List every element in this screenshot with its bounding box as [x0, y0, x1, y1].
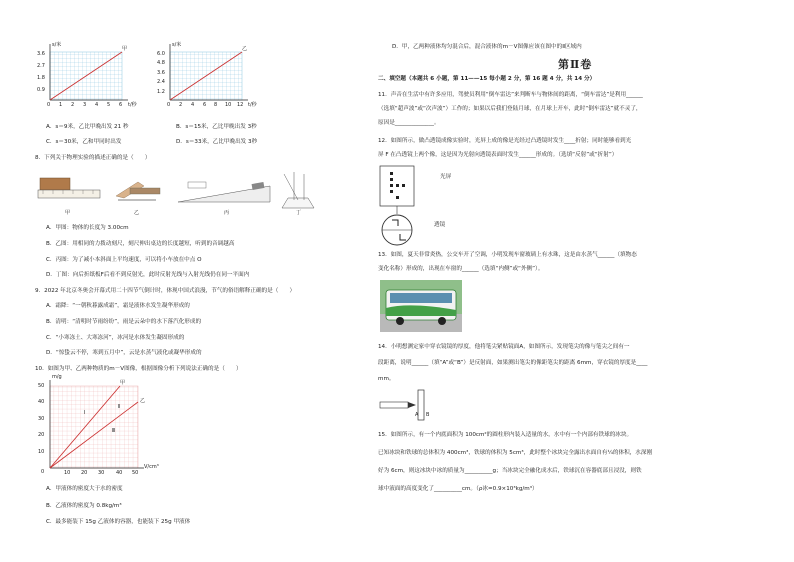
q10-ytick: 40 [38, 399, 45, 405]
graph-jia-xlabel: t/秒 [128, 102, 137, 108]
q9-option-d: D．“惊蛰云不停，寒到五月中”，云是水蒸气液化或凝华形成的 [46, 350, 202, 356]
q11-line: 原因是______________。 [378, 120, 440, 126]
graph-yi-xtick: 12 [237, 102, 244, 108]
q10-ytick: 20 [38, 432, 45, 438]
q10-region: Ⅱ [118, 404, 121, 410]
graph-jia-xtick: 6 [119, 102, 123, 108]
graph-jia-xtick: 4 [95, 102, 99, 108]
graph-jia-ytick: 2.7 [37, 63, 45, 69]
graph-jia-ytick: 3.6 [37, 51, 45, 57]
q10-xtick: 10 [64, 470, 71, 476]
graph-jia-ylabel: s/米 [52, 42, 62, 48]
q10-xlabel: V/cm³ [144, 464, 159, 470]
q11-line: 11．声音在生活中有许多应用，驾驶员利用“倒车雷达”来判断车与物体间的距离，“倒车雷达”是利用______ [378, 92, 643, 98]
graph-jia [30, 42, 140, 112]
q7-option-b: B．s＝15米，乙比甲晚出发 3秒 [176, 124, 257, 130]
graph-yi-xtick: 2 [179, 102, 183, 108]
graph-jia-xtick: 5 [107, 102, 111, 108]
graph-jia-ytick: 1.8 [37, 75, 45, 81]
graph-jia-xtick: 1 [59, 102, 63, 108]
q8-fig-label: 丙 [224, 210, 230, 216]
q14-figure [378, 388, 438, 422]
bus-photo [380, 280, 462, 332]
q8-option-c: C．丙图：为了减小本斜面上平均速度，可以将小车放在中点 O [46, 257, 202, 263]
q10-stem: 10．如图为甲、乙两种物质的m－V图像，根据图像分析下列说法正确的是（ ） [35, 366, 242, 372]
q10-xtick: 50 [132, 470, 139, 476]
q13-line: 13．如图，夏天非常炎热，公交车开了空调，小明发现车窗玻璃上有水珠，这是由水蒸气______（填物态 [378, 252, 637, 258]
graph-jia-xtick: 3 [83, 102, 87, 108]
q8-fig-label: 乙 [134, 210, 140, 216]
q10-graph-svg [36, 378, 156, 478]
q8-figures-svg [38, 168, 318, 218]
section-heading: 二、填空题（本题共 6 小题，第 11——15 每小题 2 分，第 16 题 4 分，共 14 分） [378, 76, 596, 82]
q12-figure [378, 164, 458, 246]
q9-option-c: C．“小寒冻土、大寒冻河”，冰河是水体发生凝固形成的 [46, 335, 185, 341]
q8-figures [38, 168, 318, 218]
q10-line-yi: 乙 [140, 398, 146, 404]
graph-yi-ytick: 6.0 [157, 51, 165, 57]
q10-region: Ⅲ [112, 428, 116, 434]
q11-line: （选填“超声波”或“次声波”）工作的；如果以后我们登陆月球，在月球上开车，此时“倒车雷达”就不灵了， [378, 106, 642, 112]
q10-ylabel: m/g [52, 374, 62, 380]
graph-jia-name: 甲 [122, 46, 128, 52]
q7-option-c: C．s＝30米，乙和甲同时出发 [46, 139, 122, 145]
q10-ytick: 10 [38, 449, 45, 455]
q12-line: 屏 F 在凸透镜上两个像，这是因为光射向透镜表面时发生______形成的。（选填“反射”或“折射”） [378, 152, 618, 158]
bus-photo-svg [380, 280, 462, 332]
graph-yi [150, 42, 260, 112]
q7-option-a: A．s＝9米，乙比甲晚出发 21 秒 [46, 124, 129, 130]
q10-xtick: 20 [81, 470, 88, 476]
q10-xtick: 40 [116, 470, 123, 476]
q10-option-d: D．甲，乙两种液体均匀混合后，混合液体的m－V图像应该在图中的Ⅱ区域内 [392, 44, 582, 50]
graph-jia-ytick: 0.9 [37, 87, 45, 93]
graph-jia-xtick: 0 [47, 102, 51, 108]
q14-line: 14．小明想测定家中穿衣镜镜的厚度，他将笔尖紧贴镜面A，如图所示，发现笔尖的像与笔尖之间有一 [378, 344, 630, 350]
q10-graph [36, 374, 159, 478]
q9-option-a: A．霜降：“一朝秋暮露成霜”，霜是液体水发生凝华形成的 [46, 303, 190, 309]
q14-label-a: A [415, 412, 419, 418]
q8-fig-label: 丁 [296, 210, 302, 216]
graph-yi-xtick: 10 [225, 102, 232, 108]
graph-yi-xlabel: t/秒 [248, 102, 257, 108]
q8-option-d: D．丁图：向后折纸板F后看不到反射光，此时反射光线与入射光线仍在同一平面内 [46, 272, 250, 278]
q12-lens-label: 透镜 [434, 222, 446, 228]
q8-option-a: A．甲图：物体的长度为 3.00cm [46, 225, 129, 231]
graph-yi-xtick: 8 [214, 102, 218, 108]
q12-line: 12．如图所示，做凸透镜成像实验时，光屏上成的像是光经过凸透镜时发生____折射；同时能够看到光 [378, 138, 632, 144]
q8-stem: 8．下列关于物理实验的描述正确的是（ ） [35, 155, 151, 161]
q8-option-b: B．乙图：用相同的力拨动刻尺，刻尺伸出桌边的长度越短，听到的音调越高 [46, 241, 235, 247]
q10-region: Ⅰ [84, 410, 86, 416]
q10-option-a: A．甲液体的密度大于水的密度 [46, 486, 123, 492]
graph-yi-ytick: 2.4 [157, 79, 165, 85]
graph-yi-ytick: 3.6 [157, 70, 165, 76]
q9-option-b: B．清明：“清明时节雨纷纷”，雨是云朵中的水下落汽化形成的 [46, 319, 202, 325]
graph-jia-xtick: 2 [71, 102, 75, 108]
q9-stem: 9．2022 年北京冬奥会开幕式用二十四节气倒计时，体现中国式浪漫，节气的俗语解释正确的是（ ） [35, 288, 296, 294]
graph-yi-xtick: 0 [167, 102, 171, 108]
q15-line: 15．如图所示，有一个内底面积为 100cm²的圆柱形内装入适量的水，水中有一个内部有铁球的冰块。 [378, 432, 633, 438]
q10-ytick: 50 [38, 383, 45, 389]
q10-xtick: 30 [98, 470, 105, 476]
q10-option-b: B．乙液体的密度为 0.8kg/m³ [46, 503, 122, 509]
graph-yi-ytick: 4.8 [157, 60, 165, 66]
q12-screen-label: 光屏 [440, 174, 452, 180]
q10-ytick: 0 [41, 469, 45, 475]
graph-yi-xtick: 6 [203, 102, 207, 108]
q14-line: mm。 [378, 376, 395, 382]
q10-option-c: C．最多能装下 15g 乙液体的容器，也能装下 25g 甲液体 [46, 519, 191, 525]
graph-yi-xtick: 4 [191, 102, 195, 108]
q7-option-d: D．s＝33米，乙比甲晚出发 3秒 [176, 139, 258, 145]
q14-label-b: B [426, 412, 430, 418]
q15-line: 球中液面的高度变化了__________cm。（ρ冰=0.9×10³kg/m³） [378, 486, 538, 492]
q10-line-jia: 甲 [120, 380, 126, 386]
graph-yi-ylabel: s/米 [172, 42, 182, 48]
q8-fig-label: 甲 [65, 210, 71, 216]
section-title: 第Ⅱ卷 [558, 58, 593, 71]
graph-yi-ytick: 1.2 [157, 89, 165, 95]
q13-line: 变化名称）形成的，出现在车窗的______（选填“内侧”或“外侧”）。 [378, 266, 544, 272]
q14-line: 段距离，说明______（填“A”或“B”）是反射面，如果测出笔尖的像距笔尖的距离 6mm，穿衣镜的厚度是____ [378, 360, 648, 366]
q15-line: 好为 6cm，则这冰块中冰的质量为__________g；当冰块完全融化成水后，铁球沉在容器底部且浸没，则铁 [378, 468, 642, 474]
q10-ytick: 30 [38, 416, 45, 422]
q15-line: 已知冰块和铁球的总体积为 400cm³，铁球的体积为 5cm³，此时整个冰块完全露出水面自有¼的体积，水深刚 [378, 450, 653, 456]
graph-yi-name: 乙 [242, 46, 248, 52]
